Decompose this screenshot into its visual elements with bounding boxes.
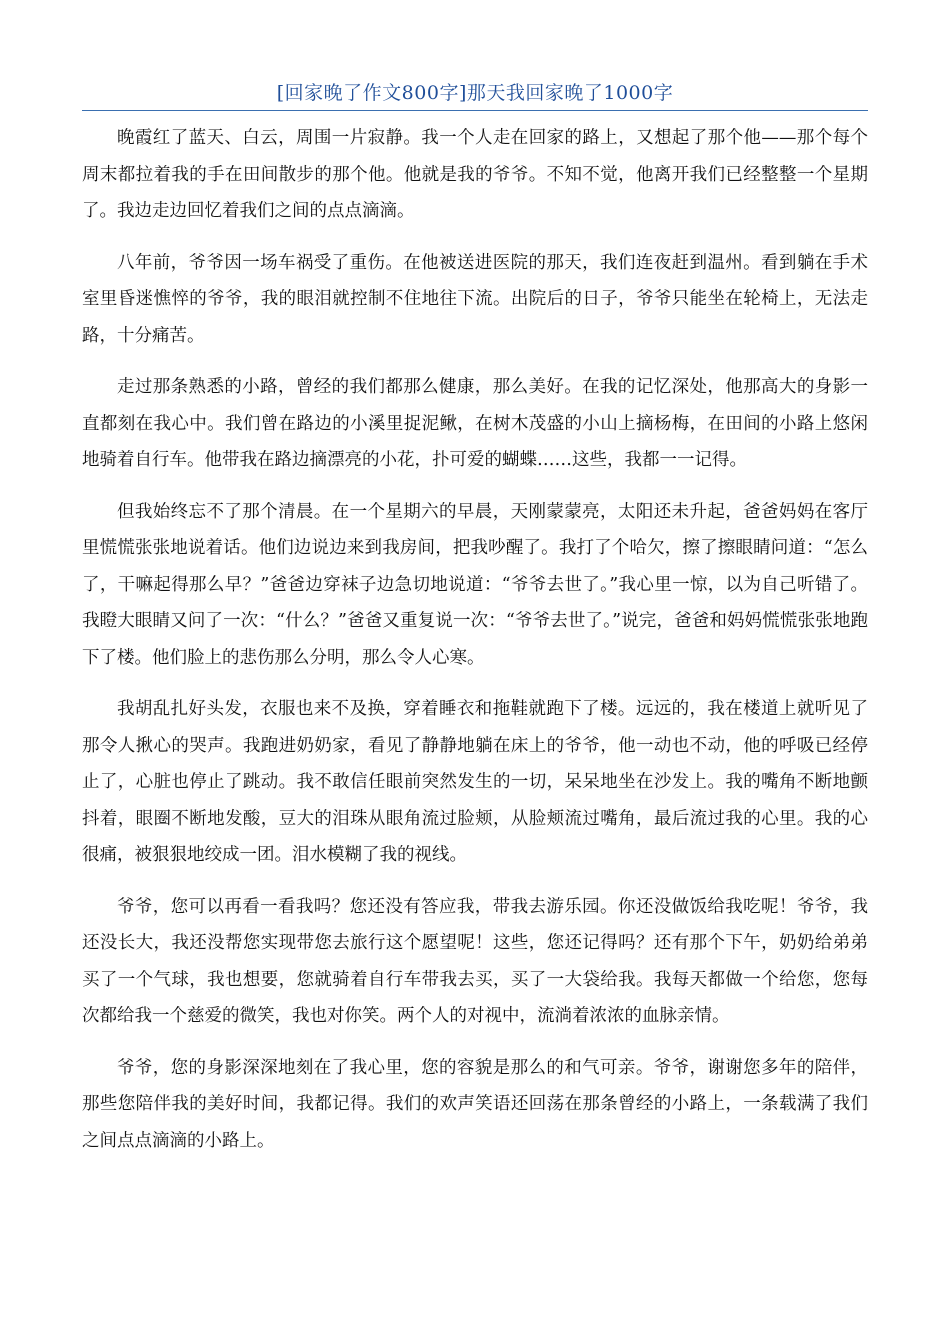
paragraph: 爷爷，您可以再看一看我吗？您还没有答应我，带我去游乐园。你还没做饭给我吃呢！爷爷，我还没长大，我还没帮您实现带您去旅行这个愿望呢！这些，您还记得吗？还有那个下午，奶奶给弟弟买了一个气球，我也想要，您就骑着自行车带我去买，买了一大袋给我。我每天都做一个给您，您每次都给我一个慈爱的微笑，我也对你笑。两个人的对视中，流淌着浓浓的血脉亲情。	[82, 896, 868, 1026]
paragraph: 我胡乱扎好头发，衣服也来不及换，穿着睡衣和拖鞋就跑下了楼。远远的，我在楼道上就听见了那令人揪心的哭声。我跑进奶奶家，看见了静静地躺在床上的爷爷，他一动也不动，他的呼吸已经停止了，心脏也停止了跳动。我不敢信任眼前突然发生的一切，呆呆地坐在沙发上。我的嘴角不断地颤抖着，眼圈不断地发酸，豆大的泪珠从眼角流过脸颊，从脸颊流过嘴角，最后流过我的心里。我的心很痛，被狠狠地绞成一团。泪水模糊了我的视线。	[82, 699, 868, 865]
paragraph: 走过那条熟悉的小路，曾经的我们都那么健康，那么美好。在我的记忆深处，他那高大的身影一直都刻在我心中。我们曾在路边的小溪里捉泥鳅，在树木茂盛的小山上摘杨梅，在田间的小路上悠闲地骑着自行车。他带我在路边摘漂亮的小花，扑可爱的蝴蝶……这些，我都一一记得。	[82, 377, 868, 470]
paragraph: 晚霞红了蓝天、白云，周围一片寂静。我一个人走在回家的路上，又想起了那个他——那个每个周末都拉着我的手在田间散步的那个他。他就是我的爷爷。不知不觉，他离开我们已经整整一个星期了。我边走边回忆着我们之间的点点滴滴。	[82, 128, 868, 221]
paragraph: 但我始终忘不了那个清晨。在一个星期六的早晨，天刚蒙蒙亮，太阳还未升起，爸爸妈妈在客厅里慌慌张张地说着话。他们边说边来到我房间，把我吵醒了。我打了个哈欠，擦了擦眼睛问道：“怎么了，干嘛起得那么早？”爸爸边穿袜子边急切地说道：“爷爷去世了。”我心里一惊，以为自己听错了。我瞪大眼睛又问了一次：“什么？”爸爸又重复说一次：“爷爷去世了。”说完，爸爸和妈妈慌慌张张地跑下了楼。他们脸上的悲伤那么分明，那么令人心寒。	[82, 501, 868, 668]
page-header	[82, 78, 868, 111]
document-title: [回家晚了作文800字]那天我回家晚了1000字	[276, 82, 674, 104]
paragraph: 爷爷，您的身影深深地刻在了我心里，您的容貌是那么的和气可亲。爷爷，谢谢您多年的陪伴，那些您陪伴我的美好时间，我都记得。我们的欢声笑语还回荡在那条曾经的小路上，一条载满了我们之间点点滴滴的小路上。	[82, 1057, 868, 1151]
paragraph: 八年前，爷爷因一场车祸受了重伤。在他被送进医院的那天，我们连夜赶到温州。看到躺在手术室里昏迷憔悴的爷爷，我的眼泪就控制不住地往下流。出院后的日子，爷爷只能坐在轮椅上，无法走路，十分痛苦。	[82, 252, 868, 346]
article-body	[82, 120, 868, 1174]
